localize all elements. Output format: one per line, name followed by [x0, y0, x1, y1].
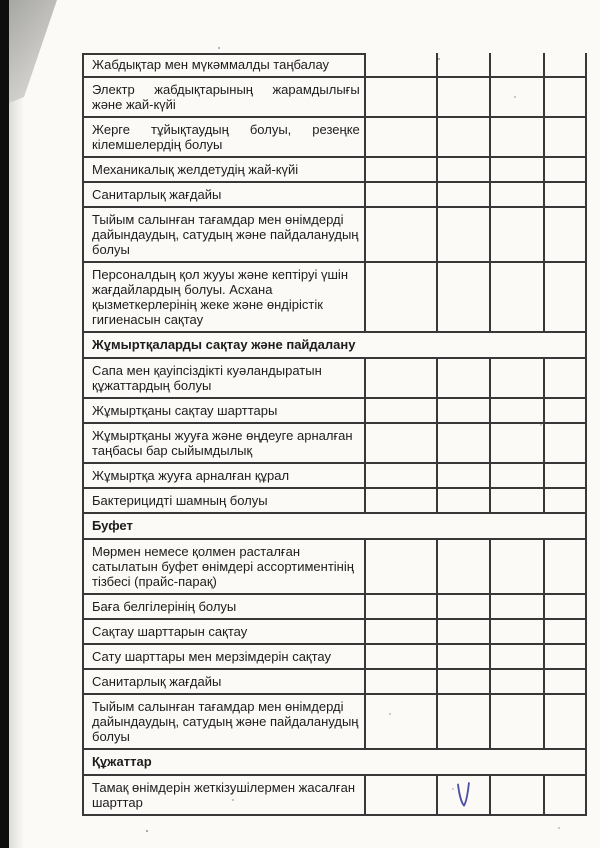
check-cell — [543, 595, 585, 618]
table-row — [84, 620, 585, 645]
check-cell — [543, 670, 585, 693]
check-cell — [489, 489, 544, 512]
check-cell — [436, 595, 489, 618]
check-cell — [543, 464, 585, 487]
table-row — [84, 208, 585, 263]
criterion-label: Жұмыртқаны жууға және өңдеуге арналған таңбасы бар сыйымдылық — [92, 428, 353, 458]
table-row — [84, 695, 585, 750]
check-cell — [364, 263, 436, 331]
check-cell — [489, 53, 544, 76]
criterion-label: Жұмыртқа жууға арналған құрал — [92, 468, 290, 483]
check-cell — [543, 263, 585, 331]
check-cell — [489, 464, 544, 487]
check-cell — [364, 464, 436, 487]
check-cell — [543, 399, 585, 422]
check-cell — [436, 424, 489, 462]
criterion-label: Санитарлық жағдайы — [92, 674, 222, 689]
criterion-label: Тыйым салынған тағамдар мен өнімдерді дайындаудың, сатудың және пайдаланудың болуы — [92, 699, 359, 744]
table-row — [84, 776, 585, 814]
table-row — [84, 263, 585, 333]
check-cell — [364, 118, 436, 156]
check-cell — [364, 399, 436, 422]
criterion-label: Тамақ өнімдерін жеткізушілермен жасалған шарттар — [92, 780, 356, 810]
table-row — [84, 595, 585, 620]
criterion-label: Сапа мен қауіпсіздікті куәландыратын құжаттардың болуы — [92, 363, 322, 393]
check-cell — [489, 78, 544, 116]
check-cell — [543, 620, 585, 643]
page-corner-fold — [9, 0, 61, 104]
check-cell — [543, 540, 585, 593]
inspection-checklist-table — [82, 53, 587, 816]
table-row — [84, 645, 585, 670]
check-cell — [489, 183, 544, 206]
check-cell — [543, 118, 585, 156]
check-cell — [489, 620, 544, 643]
criterion-label: Сақтау шарттарын сақтау — [92, 624, 248, 639]
check-cell — [489, 776, 544, 814]
criterion-label: Механикалық желдетудің жай-күйі — [92, 162, 299, 177]
check-cell — [364, 540, 436, 593]
table-row — [84, 399, 585, 424]
table-row — [84, 489, 585, 514]
criterion-label: Баға белгілерінің болуы — [92, 599, 237, 614]
check-cell — [436, 620, 489, 643]
table-row — [84, 464, 585, 489]
check-cell — [364, 78, 436, 116]
check-cell — [364, 208, 436, 261]
table-row — [84, 118, 585, 158]
check-cell — [364, 595, 436, 618]
criterion-label: Бактерицидті шамның болуы — [92, 493, 268, 508]
table-row — [84, 670, 585, 695]
check-cell — [436, 464, 489, 487]
criterion-label: Санитарлық жағдайы — [92, 187, 222, 202]
check-cell — [543, 776, 585, 814]
scan-speck — [218, 47, 220, 49]
check-cell — [436, 645, 489, 668]
section-header-row: Жұмыртқаларды сақтау және пайдалану — [84, 333, 585, 359]
check-cell — [489, 670, 544, 693]
table-row — [84, 424, 585, 464]
criterion-label: Электр жабдықтарының жарамдылығы және жай-күйі — [92, 82, 360, 112]
check-cell — [436, 78, 489, 116]
check-cell — [364, 424, 436, 462]
check-cell — [436, 359, 489, 397]
check-cell — [489, 595, 544, 618]
check-cell — [364, 670, 436, 693]
table-row — [84, 183, 585, 208]
check-cell — [489, 263, 544, 331]
check-cell — [364, 645, 436, 668]
criterion-label: Жұмыртқаны сақтау шарттары — [92, 403, 278, 418]
check-cell — [436, 53, 489, 76]
check-cell — [543, 359, 585, 397]
check-cell — [436, 776, 489, 814]
table-row — [84, 78, 585, 118]
section-header-row: Құжаттар — [84, 750, 585, 776]
table-row — [84, 540, 585, 595]
check-cell — [436, 399, 489, 422]
check-cell — [489, 208, 544, 261]
check-cell — [436, 670, 489, 693]
criterion-label: Жабдықтар мен мүкәммалды таңбалау — [92, 57, 330, 72]
check-cell — [364, 695, 436, 748]
check-cell — [543, 53, 585, 76]
check-cell — [489, 118, 544, 156]
check-cell — [543, 158, 585, 181]
check-cell — [489, 540, 544, 593]
check-cell — [436, 158, 489, 181]
check-cell — [364, 620, 436, 643]
scan-speck — [146, 830, 148, 832]
check-cell — [436, 183, 489, 206]
check-cell — [543, 183, 585, 206]
check-cell — [489, 695, 544, 748]
criterion-label: Жерге тұйықтаудың болуы, резеңке кілемшелердің болуы — [92, 122, 360, 152]
criterion-label: Персоналдың қол жууы және кептіруі үшін жағдайлардың болуы. Асхана қызметкерлерінің жеке және өндірістік гигиенасын сақтау — [92, 267, 348, 327]
check-cell — [364, 489, 436, 512]
check-cell — [364, 53, 436, 76]
table-row — [84, 53, 585, 78]
criterion-label: Мөрмен немесе қолмен расталған сатылатын буфет өнімдері ассортиментінің тізбесі (прайс-парақ) — [92, 544, 354, 589]
scan-speck — [558, 827, 560, 829]
check-cell — [489, 399, 544, 422]
check-cell — [436, 118, 489, 156]
table-row — [84, 158, 585, 183]
check-cell — [543, 645, 585, 668]
check-cell — [489, 645, 544, 668]
section-header-row: Буфет — [84, 514, 585, 540]
check-cell — [364, 183, 436, 206]
check-cell — [436, 208, 489, 261]
check-cell — [436, 263, 489, 331]
check-cell — [543, 695, 585, 748]
criterion-label: Тыйым салынған тағамдар мен өнімдерді дайындаудың, сатудың және пайдаланудың болуы — [92, 212, 359, 257]
table-row — [84, 359, 585, 399]
check-cell — [436, 489, 489, 512]
handwritten-checkmark — [454, 780, 472, 811]
check-cell — [364, 776, 436, 814]
scanner-edge-strip — [0, 0, 9, 848]
paper-edge-shadow — [9, 0, 24, 848]
check-cell — [436, 695, 489, 748]
check-cell — [543, 78, 585, 116]
check-cell — [489, 158, 544, 181]
check-cell — [543, 424, 585, 462]
check-cell — [364, 359, 436, 397]
check-cell — [489, 359, 544, 397]
check-cell — [543, 208, 585, 261]
check-cell — [489, 424, 544, 462]
criterion-label: Сату шарттары мен мерзімдерін сақтау — [92, 649, 332, 664]
check-cell — [436, 540, 489, 593]
check-cell — [543, 489, 585, 512]
check-cell — [364, 158, 436, 181]
